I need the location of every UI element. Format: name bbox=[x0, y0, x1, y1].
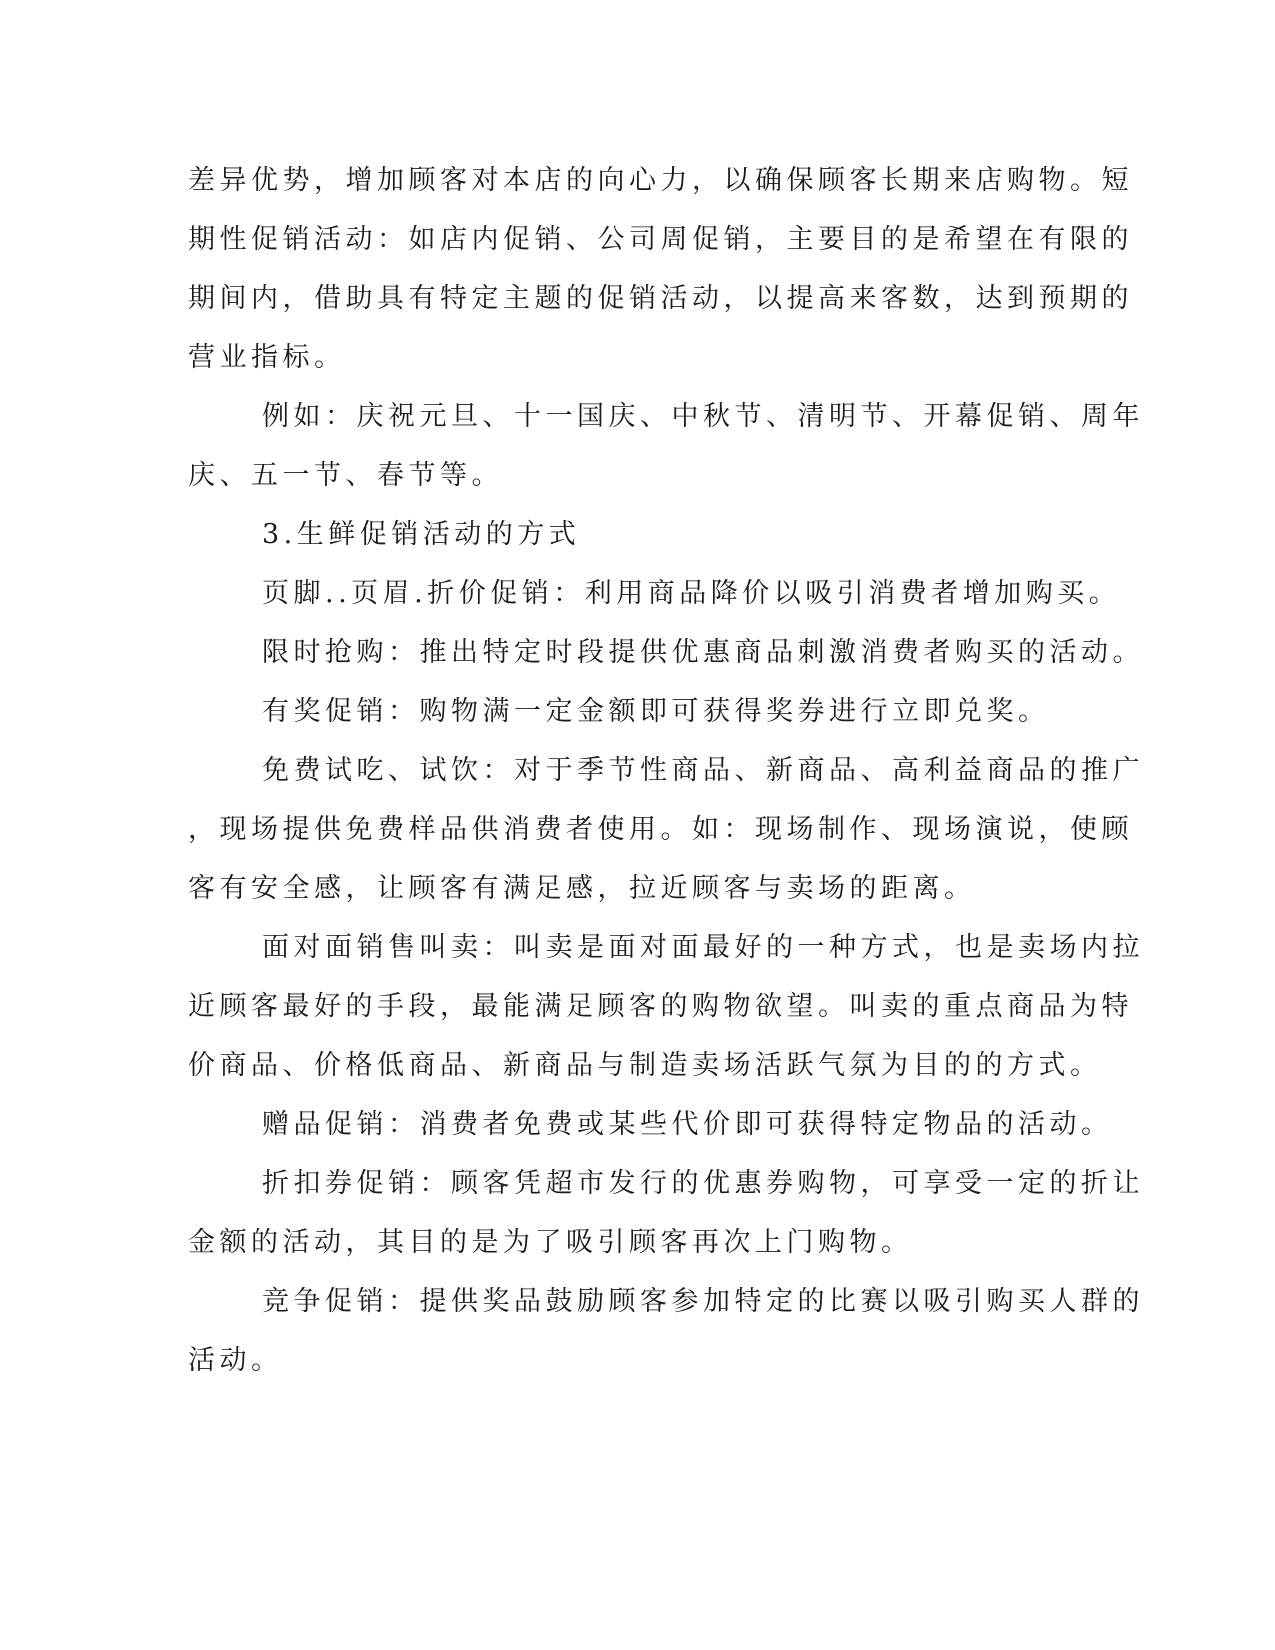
text-line: 活动。 bbox=[188, 1345, 283, 1376]
text-line: ，现场提供免费样品供消费者使用。如：现场制作、现场演说，使顾 bbox=[188, 814, 1133, 845]
paragraph-first-line: 免费试吃、试饮：对于季节性商品、新商品、高利益商品的推广 bbox=[262, 755, 1144, 786]
text-line: 期性促销活动：如店内促销、公司周促销，主要目的是希望在有限的 bbox=[188, 224, 1133, 255]
paragraph-first-line: 有奖促销：购物满一定金额即可获得奖券进行立即兑奖。 bbox=[262, 696, 1050, 727]
section-heading: 3.生鲜促销活动的方式 bbox=[262, 519, 581, 550]
paragraph-first-line: 例如：庆祝元旦、十一国庆、中秋节、清明节、开幕促销、周年 bbox=[262, 401, 1144, 432]
text-line: 价商品、价格低商品、新商品与制造卖场活跃气氛为目的的方式。 bbox=[188, 1050, 1102, 1081]
text-line: 差异优势，增加顾客对本店的向心力，以确保顾客长期来店购物。短 bbox=[188, 165, 1133, 196]
paragraph-first-line: 面对面销售叫卖：叫卖是面对面最好的一种方式，也是卖场内拉 bbox=[262, 932, 1144, 963]
text-line: 近顾客最好的手段，最能满足顾客的购物欲望。叫卖的重点商品为特 bbox=[188, 991, 1133, 1022]
text-line: 期间内，借助具有特定主题的促销活动，以提高来客数，达到预期的 bbox=[188, 283, 1133, 314]
text-line: 营业指标。 bbox=[188, 342, 346, 373]
text-line: 金额的活动，其目的是为了吸引顾客再次上门购物。 bbox=[188, 1227, 913, 1258]
paragraph-first-line: 折扣券促销：顾客凭超市发行的优惠券购物，可享受一定的折让 bbox=[262, 1168, 1144, 1199]
text-line: 客有安全感，让顾客有满足感，拉近顾客与卖场的距离。 bbox=[188, 873, 976, 904]
paragraph-first-line: 赠品促销：消费者免费或某些代价即可获得特定物品的活动。 bbox=[262, 1109, 1113, 1140]
paragraph-first-line: 页脚..页眉.折价促销：利用商品降价以吸引消费者增加购买。 bbox=[262, 578, 1121, 609]
paragraph-first-line: 竞争促销：提供奖品鼓励顾客参加特定的比赛以吸引购买人群的 bbox=[262, 1286, 1144, 1317]
paragraph-first-line: 限时抢购：推出特定时段提供优惠商品刺激消费者购买的活动。 bbox=[262, 637, 1144, 668]
text-line: 庆、五一节、春节等。 bbox=[188, 460, 503, 491]
